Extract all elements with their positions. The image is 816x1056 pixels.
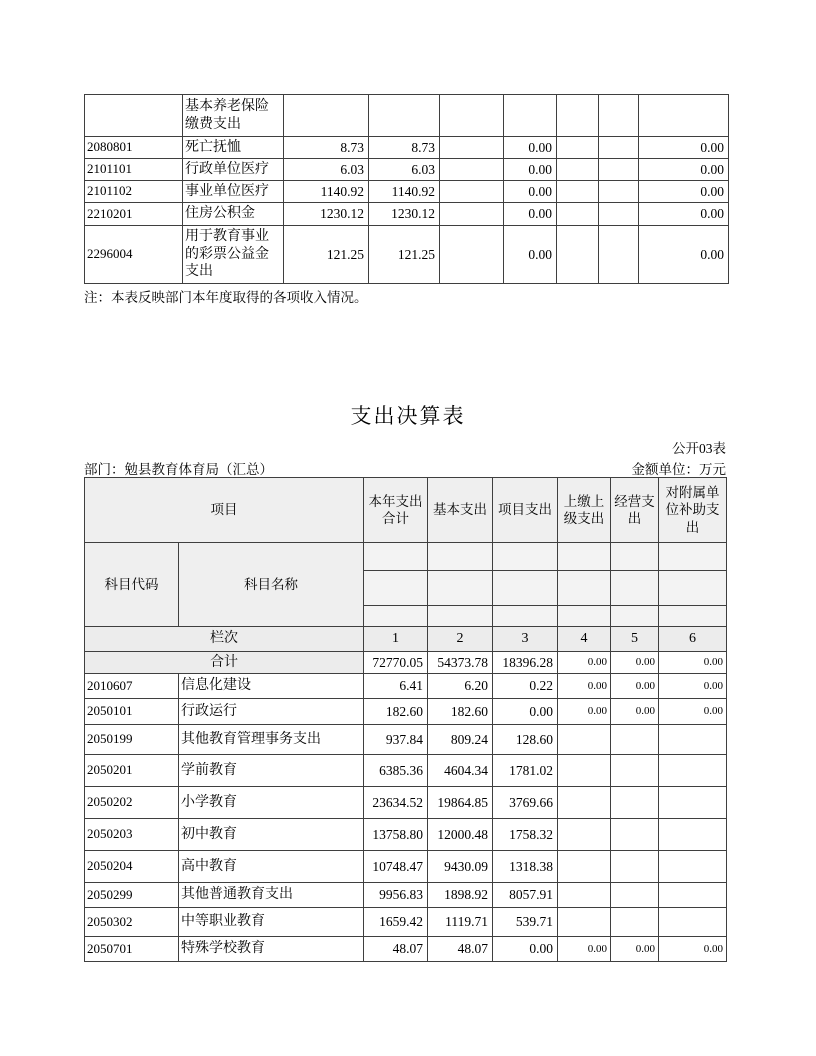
empty-cell (659, 571, 727, 606)
table-row (85, 937, 727, 962)
cell-value (440, 159, 504, 181)
header-cell-operating: 经营支出 (611, 478, 659, 543)
cell-value (639, 95, 729, 137)
column-index: 5 (611, 627, 659, 652)
cell-value (558, 883, 611, 908)
cell-code: 2010607 (85, 674, 179, 699)
header-cell-subsidy: 对附属单位补助支出 (659, 478, 727, 543)
cell-value (557, 226, 599, 284)
cell-code: 2050203 (85, 819, 179, 851)
cell-value: 0.00 (639, 203, 729, 226)
cell-subject-name: 行政单位医疗 (183, 159, 284, 181)
column-index: 4 (558, 627, 611, 652)
table-row (85, 203, 729, 226)
table-row (85, 181, 729, 203)
cell-value: 48.07 (364, 937, 428, 962)
cell-value: 0.00 (504, 137, 557, 159)
empty-cell (558, 606, 611, 627)
empty-cell (611, 606, 659, 627)
cell-value: 182.60 (364, 699, 428, 725)
table-row (85, 883, 727, 908)
table-row (85, 674, 727, 699)
total-row (85, 652, 727, 674)
cell-value: 1140.92 (284, 181, 369, 203)
cell-code (85, 95, 183, 137)
header-subrow (85, 543, 727, 571)
cell-value (558, 787, 611, 819)
cell-value (611, 883, 659, 908)
cell-subject-name: 行政运行 (179, 699, 364, 725)
cell-subject-name: 事业单位医疗 (183, 181, 284, 203)
table-number: 公开03表 (672, 441, 726, 456)
cell-value: 0.00 (558, 652, 611, 674)
table-row (85, 159, 729, 181)
cell-value (659, 819, 727, 851)
empty-cell (493, 543, 558, 571)
cell-value: 1758.32 (493, 819, 558, 851)
header-cell-subject-code: 科目代码 (85, 543, 179, 627)
cell-value (369, 95, 440, 137)
cell-value: 9956.83 (364, 883, 428, 908)
empty-cell (364, 606, 428, 627)
cell-subject-name: 初中教育 (179, 819, 364, 851)
cell-code: 2050202 (85, 787, 179, 819)
cell-value (611, 725, 659, 755)
header-row (85, 478, 727, 543)
cell-code: 2296004 (85, 226, 183, 284)
cell-value (440, 226, 504, 284)
cell-subject-name: 其他普通教育支出 (179, 883, 364, 908)
column-index-label: 栏次 (85, 627, 364, 652)
column-index-row (85, 627, 727, 652)
table-row (85, 908, 727, 937)
header-cell-basic: 基本支出 (428, 478, 493, 543)
cell-value: 6.03 (369, 159, 440, 181)
cell-value (599, 137, 639, 159)
cell-value: 0.00 (639, 226, 729, 284)
table-row (85, 699, 727, 725)
cell-value: 1119.71 (428, 908, 493, 937)
cell-value: 0.00 (493, 699, 558, 725)
cell-value: 1318.38 (493, 851, 558, 883)
empty-cell (493, 571, 558, 606)
table-row (85, 755, 727, 787)
cell-value (599, 226, 639, 284)
cell-value (557, 95, 599, 137)
empty-cell (428, 606, 493, 627)
cell-code: 2101102 (85, 181, 183, 203)
cell-code: 2210201 (85, 203, 183, 226)
cell-value (611, 819, 659, 851)
cell-value (558, 908, 611, 937)
cell-value: 19864.85 (428, 787, 493, 819)
cell-value: 121.25 (284, 226, 369, 284)
cell-value (504, 95, 557, 137)
column-index: 6 (659, 627, 727, 652)
page-title: 支出决算表 (350, 404, 466, 428)
cell-value (599, 95, 639, 137)
cell-value (659, 908, 727, 937)
cell-value (557, 181, 599, 203)
cell-subject-name: 中等职业教育 (179, 908, 364, 937)
cell-value: 121.25 (369, 226, 440, 284)
total-label: 合计 (85, 652, 364, 674)
cell-value: 809.24 (428, 725, 493, 755)
table-row (85, 787, 727, 819)
cell-value (599, 181, 639, 203)
cell-value: 23634.52 (364, 787, 428, 819)
income-table-note: 注：本表反映部门本年度取得的各项收入情况。 (84, 290, 368, 305)
cell-value: 48.07 (428, 937, 493, 962)
header-cell-project: 项目支出 (493, 478, 558, 543)
cell-value (611, 908, 659, 937)
empty-cell (364, 571, 428, 606)
cell-value (557, 203, 599, 226)
cell-value (659, 787, 727, 819)
empty-cell (493, 606, 558, 627)
cell-value: 1140.92 (369, 181, 440, 203)
cell-code: 2050701 (85, 937, 179, 962)
cell-value (659, 755, 727, 787)
cell-value: 1659.42 (364, 908, 428, 937)
cell-value: 0.22 (493, 674, 558, 699)
empty-cell (611, 571, 659, 606)
cell-value: 8057.91 (493, 883, 558, 908)
income-table-section (84, 94, 729, 284)
cell-value: 8.73 (284, 137, 369, 159)
empty-cell (558, 543, 611, 571)
empty-cell (558, 571, 611, 606)
empty-cell (659, 543, 727, 571)
cell-subject-name: 高中教育 (179, 851, 364, 883)
cell-value (599, 159, 639, 181)
table-row (85, 95, 729, 137)
cell-code: 2080801 (85, 137, 183, 159)
cell-value: 6385.36 (364, 755, 428, 787)
cell-value (440, 181, 504, 203)
cell-subject-name: 用于教育事业的彩票公益金支出 (183, 226, 284, 284)
cell-value: 1230.12 (284, 203, 369, 226)
header-cell-year-total: 本年支出合计 (364, 478, 428, 543)
cell-value: 0.00 (558, 699, 611, 725)
cell-subject-name: 基本养老保险缴费支出 (183, 95, 284, 137)
cell-value: 18396.28 (493, 652, 558, 674)
cell-value: 0.00 (558, 937, 611, 962)
cell-subject-name: 特殊学校教育 (179, 937, 364, 962)
cell-code: 2050199 (85, 725, 179, 755)
cell-value (440, 137, 504, 159)
cell-value (599, 203, 639, 226)
cell-value: 12000.48 (428, 819, 493, 851)
cell-value: 6.20 (428, 674, 493, 699)
empty-cell (364, 543, 428, 571)
cell-value: 6.41 (364, 674, 428, 699)
cell-value: 1230.12 (369, 203, 440, 226)
cell-value: 0.00 (504, 226, 557, 284)
cell-code: 2050299 (85, 883, 179, 908)
cell-value (659, 883, 727, 908)
cell-value: 8.73 (369, 137, 440, 159)
empty-cell (659, 606, 727, 627)
cell-value: 0.00 (659, 674, 727, 699)
cell-value: 0.00 (659, 937, 727, 962)
header-cell-subject-name: 科目名称 (179, 543, 364, 627)
expenditure-table (84, 477, 727, 962)
cell-code: 2050201 (85, 755, 179, 787)
income-table (84, 94, 729, 284)
cell-value: 10748.47 (364, 851, 428, 883)
cell-value (558, 725, 611, 755)
expenditure-table-section (84, 477, 727, 962)
cell-subject-name: 死亡抚恤 (183, 137, 284, 159)
cell-subject-name: 其他教育管理事务支出 (179, 725, 364, 755)
cell-value: 539.71 (493, 908, 558, 937)
empty-cell (611, 543, 659, 571)
cell-value: 182.60 (428, 699, 493, 725)
cell-value (440, 95, 504, 137)
cell-value: 0.00 (639, 159, 729, 181)
cell-value: 0.00 (639, 137, 729, 159)
cell-value: 0.00 (659, 699, 727, 725)
cell-code: 2050204 (85, 851, 179, 883)
cell-value: 4604.34 (428, 755, 493, 787)
cell-value: 0.00 (493, 937, 558, 962)
cell-value (611, 755, 659, 787)
cell-value: 6.03 (284, 159, 369, 181)
unit-label: 金额单位：万元 (631, 462, 726, 477)
cell-code: 2050302 (85, 908, 179, 937)
cell-value: 937.84 (364, 725, 428, 755)
cell-value (611, 787, 659, 819)
empty-cell (428, 543, 493, 571)
column-index: 1 (364, 627, 428, 652)
cell-value (558, 755, 611, 787)
cell-value: 54373.78 (428, 652, 493, 674)
cell-value (611, 851, 659, 883)
department-label: 部门：勉县教育体育局（汇总） (84, 462, 273, 477)
cell-value: 0.00 (611, 699, 659, 725)
cell-subject-name: 住房公积金 (183, 203, 284, 226)
cell-value: 0.00 (504, 203, 557, 226)
cell-code: 2050101 (85, 699, 179, 725)
cell-value: 0.00 (611, 652, 659, 674)
empty-cell (428, 571, 493, 606)
cell-value (557, 159, 599, 181)
cell-value: 0.00 (504, 159, 557, 181)
cell-subject-name: 学前教育 (179, 755, 364, 787)
header-cell-upper-level: 上缴上级支出 (558, 478, 611, 543)
cell-value (557, 137, 599, 159)
cell-subject-name: 信息化建设 (179, 674, 364, 699)
column-index: 3 (493, 627, 558, 652)
column-index: 2 (428, 627, 493, 652)
cell-value (659, 851, 727, 883)
cell-value (558, 819, 611, 851)
cell-value: 1898.92 (428, 883, 493, 908)
table-meta-row (84, 458, 726, 478)
cell-value: 72770.05 (364, 652, 428, 674)
cell-value (440, 203, 504, 226)
cell-value: 13758.80 (364, 819, 428, 851)
cell-value: 0.00 (504, 181, 557, 203)
cell-value: 9430.09 (428, 851, 493, 883)
cell-value: 1781.02 (493, 755, 558, 787)
cell-subject-name: 小学教育 (179, 787, 364, 819)
table-row (85, 819, 727, 851)
table-row (85, 725, 727, 755)
cell-value: 0.00 (611, 674, 659, 699)
cell-value (659, 725, 727, 755)
cell-value: 3769.66 (493, 787, 558, 819)
cell-value (284, 95, 369, 137)
table-row (85, 226, 729, 284)
cell-value (558, 851, 611, 883)
cell-code: 2101101 (85, 159, 183, 181)
cell-value: 0.00 (558, 674, 611, 699)
table-row (85, 851, 727, 883)
cell-value: 128.60 (493, 725, 558, 755)
header-cell-item: 项目 (85, 478, 364, 543)
cell-value: 0.00 (659, 652, 727, 674)
table-row (85, 137, 729, 159)
cell-value: 0.00 (639, 181, 729, 203)
cell-value: 0.00 (611, 937, 659, 962)
